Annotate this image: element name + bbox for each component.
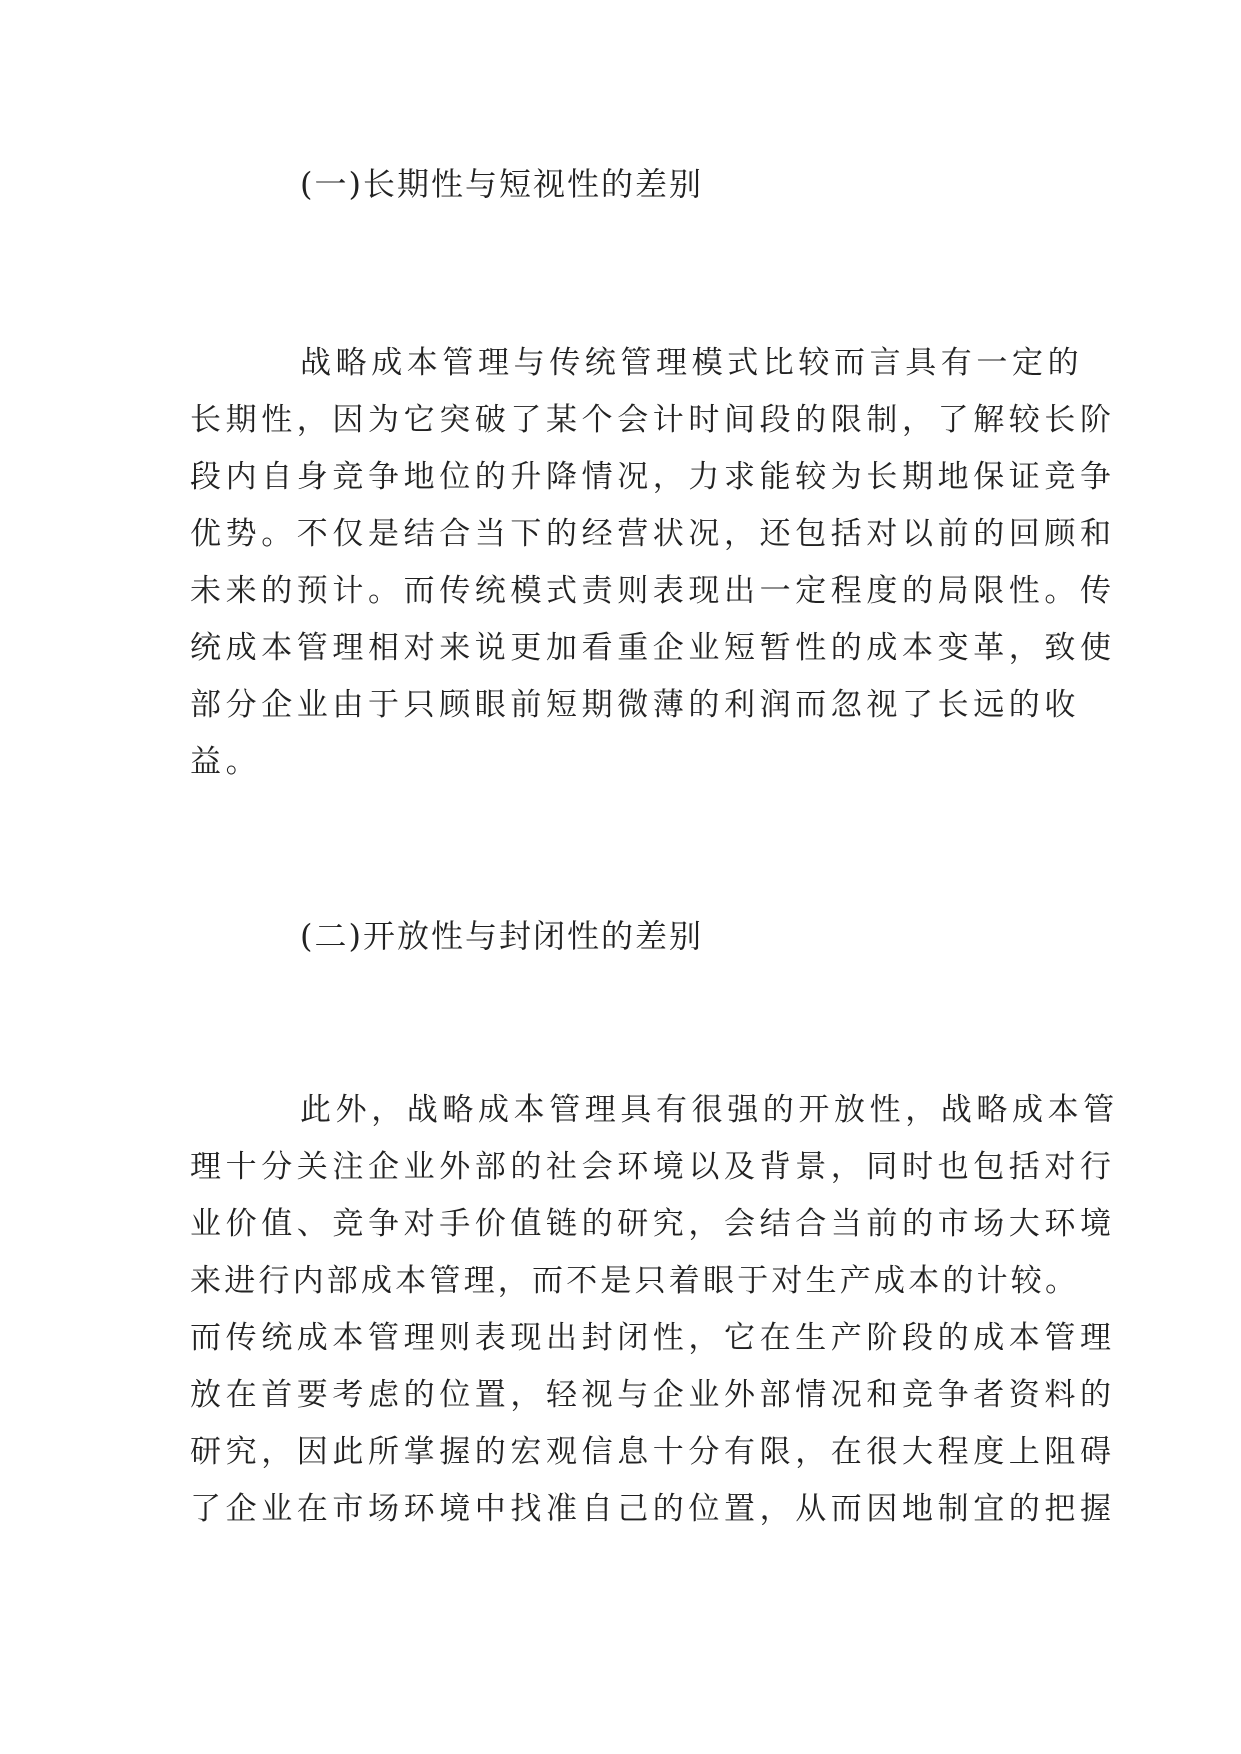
paragraph-line: 放在首要考虑的位置，轻视与企业外部情况和竞争者资料的 bbox=[190, 1377, 1116, 1413]
section-heading-1: (一)长期性与短视性的差别 bbox=[300, 165, 703, 203]
paragraph-line: 战略成本管理与传统管理模式比较而言具有一定的 bbox=[300, 345, 1084, 381]
paragraph-1 bbox=[190, 335, 1116, 791]
paragraph-line: 益。 bbox=[190, 744, 262, 780]
paragraph-line: 而传统成本管理则表现出封闭性，它在生产阶段的成本管理 bbox=[190, 1320, 1116, 1356]
paragraph-line: 段内自身竞争地位的升降情况，力求能较为长期地保证竞争 bbox=[190, 459, 1116, 495]
paragraph-line: 此外，战略成本管理具有很强的开放性，战略成本管 bbox=[300, 1092, 1119, 1128]
paragraph-line: 长期性，因为它突破了某个会计时间段的限制，了解较长阶 bbox=[190, 402, 1116, 438]
paragraph-line: 理十分关注企业外部的社会环境以及背景，同时也包括对行 bbox=[190, 1149, 1116, 1185]
paragraph-line: 优势。不仅是结合当下的经营状况，还包括对以前的回顾和 bbox=[190, 516, 1116, 552]
paragraph-line: 研究，因此所掌握的宏观信息十分有限，在很大程度上阻碍 bbox=[190, 1434, 1116, 1470]
paragraph-line: 业价值、竞争对手价值链的研究，会结合当前的市场大环境 bbox=[190, 1206, 1116, 1242]
paragraph-line: 部分企业由于只顾眼前短期微薄的利润而忽视了长远的收 bbox=[190, 687, 1080, 723]
paragraph-line: 来进行内部成本管理，而不是只着眼于对生产成本的计较。 bbox=[190, 1263, 1080, 1299]
paragraph-line: 统成本管理相对来说更加看重企业短暂性的成本变革，致使 bbox=[190, 630, 1116, 666]
section-heading-2: (二)开放性与封闭性的差别 bbox=[300, 917, 703, 955]
paragraph-2 bbox=[190, 1082, 1119, 1538]
paragraph-line: 了企业在市场环境中找准自己的位置，从而因地制宜的把握 bbox=[190, 1491, 1116, 1527]
paragraph-line: 未来的预计。而传统模式责则表现出一定程度的局限性。传 bbox=[190, 573, 1116, 609]
